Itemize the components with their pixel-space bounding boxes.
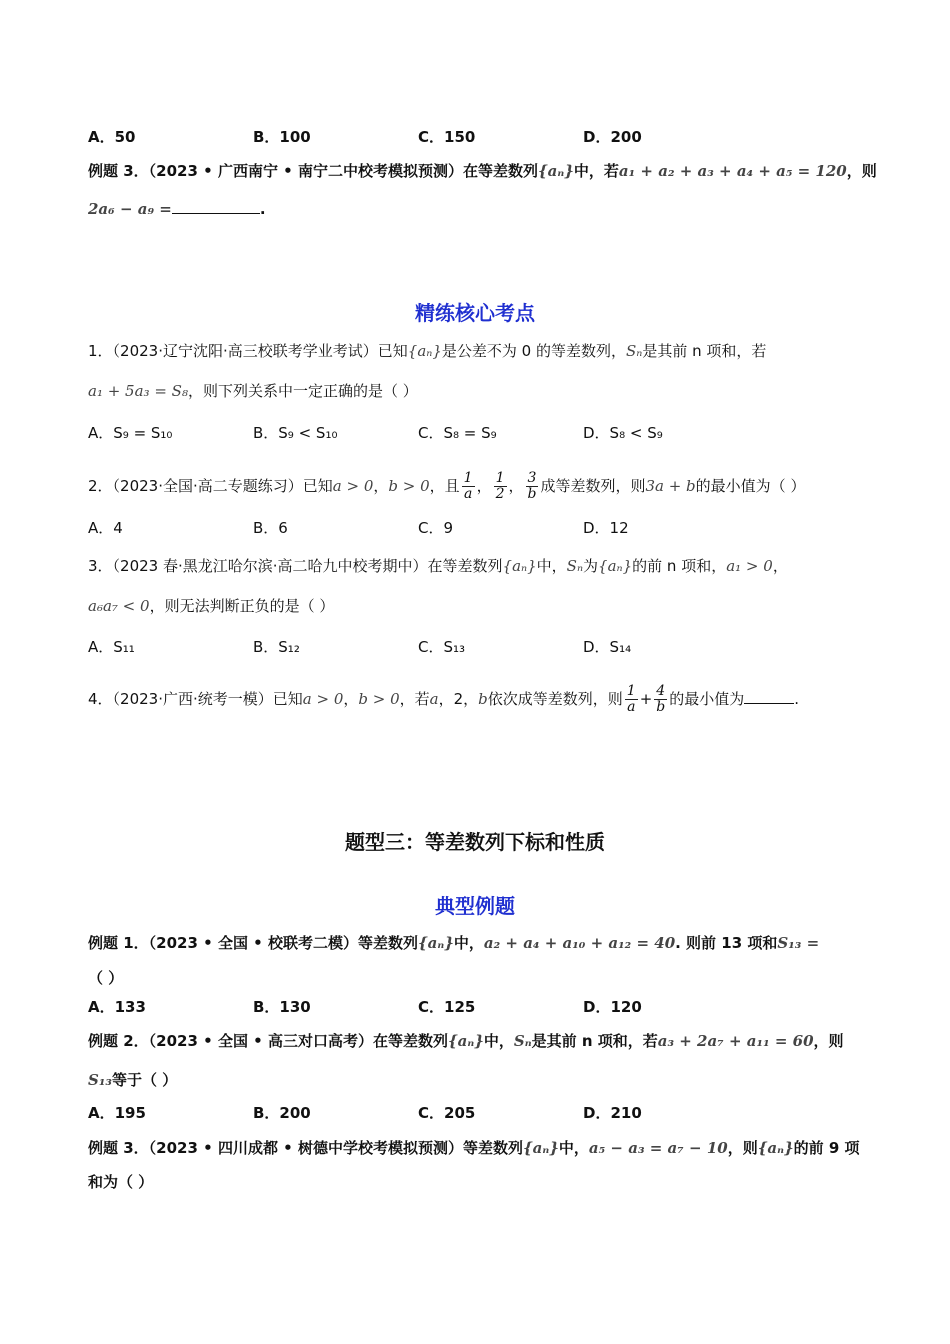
text: 等差数列 <box>463 1139 524 1157</box>
choice-a: A．133 <box>88 998 146 1016</box>
example-1-line-1 <box>88 931 870 955</box>
top-choices <box>88 125 868 149</box>
answer-parentheses: （ ） <box>88 969 124 987</box>
problem-source: （2023 春·黑龙江哈尔滨·高二哈九中校考期中） <box>112 557 428 575</box>
choice-c: C．9 <box>418 519 454 537</box>
problem-3-choices <box>88 635 868 659</box>
problem-1-choices <box>88 421 868 445</box>
text: 是其前 n 项和，若 <box>642 342 767 360</box>
sum-symbol: Sₙ <box>625 342 643 360</box>
condition-product: a₆a₇ < 0 <box>88 597 150 615</box>
sequence-symbol: {aₙ} <box>757 1139 794 1157</box>
text: 等差数列 <box>357 934 418 952</box>
choice-a: A．4 <box>88 519 123 537</box>
choice-b: B．S₉ < S₁₀ <box>253 424 338 442</box>
sequence-symbol: {aₙ} <box>538 162 574 180</box>
choice-d: D．200 <box>583 128 642 146</box>
text: 的最小值为 <box>669 690 745 708</box>
choice-c: C．S₈ = S₉ <box>418 424 497 442</box>
example-1-line-2 <box>88 966 870 990</box>
choice-d: D．120 <box>583 998 642 1016</box>
problem-4-line-1: 4．（2023·广西·统考一模）已知a > 0，b > 0，若a，2，b依次成等差数列，则 $\frac{1}{a}$ + $\frac{4}{b}$ 的最小值为 . <box>88 683 799 715</box>
choice-b: B．6 <box>253 519 288 537</box>
numerator: 3 <box>527 470 537 486</box>
variable-b: b <box>478 690 488 708</box>
text: 在等差数列 <box>463 162 539 180</box>
problem-1-line-1 <box>88 339 870 363</box>
expression: 3a + b <box>645 477 696 495</box>
text: 中， <box>453 934 484 952</box>
equation: a₅ − a₃ = a₇ − 10 <box>588 1139 728 1157</box>
text: 中， <box>536 557 567 575</box>
text: 已知 <box>377 342 408 360</box>
text: ，且 <box>429 477 460 495</box>
sequence-symbol: {aₙ} <box>502 557 537 575</box>
example-2-line-2 <box>88 1068 870 1092</box>
text: 已知 <box>302 477 333 495</box>
text: ，则下列关系中一定正确的是（ ） <box>187 382 418 400</box>
sum-symbol: S₁₃ <box>88 1071 112 1089</box>
choice-a: A．S₉ = S₁₀ <box>88 424 173 442</box>
text: 的前 n 项和， <box>632 557 727 575</box>
choice-d: D．S₈ < S₉ <box>583 424 663 442</box>
example-3-line-1 <box>88 159 877 183</box>
text: 和为（ ） <box>88 1173 154 1191</box>
text: ，则 <box>727 1139 758 1157</box>
answer-blank[interactable] <box>172 197 260 214</box>
condition-a1: a₁ > 0 <box>726 557 773 575</box>
text: 中，若 <box>573 162 619 180</box>
text: 成等差数列，则 <box>540 477 646 495</box>
numerator: 4 <box>656 683 666 699</box>
problem-2-choices <box>88 516 868 540</box>
example-label: 例题 2． <box>88 1032 149 1050</box>
example-2-line-1 <box>88 1029 870 1053</box>
example-label: 例题 3． <box>88 1139 149 1157</box>
variable-a: a <box>429 690 439 708</box>
answer-blank[interactable] <box>744 687 794 704</box>
fraction-4-over-b <box>654 684 667 715</box>
sum-symbol: S₁₃ = <box>777 934 820 952</box>
text: ，则无法判断正负的是（ ） <box>149 597 335 615</box>
choice-b: B．130 <box>253 998 311 1016</box>
text: . <box>259 200 266 218</box>
example-3b-line-2 <box>88 1170 870 1194</box>
choice-b: B．S₁₂ <box>253 638 300 656</box>
numerator: 1 <box>463 470 473 486</box>
sequence-symbol: {aₙ} <box>523 1139 559 1157</box>
choice-a: A．S₁₁ <box>88 638 135 656</box>
sequence-symbol: {aₙ} <box>598 557 633 575</box>
text: 等于（ ） <box>111 1071 178 1089</box>
example-1-choices <box>88 995 868 1019</box>
denominator: a <box>627 699 636 715</box>
text: 的前 9 项 <box>793 1139 860 1157</box>
problem-number: 2． <box>88 477 113 495</box>
numerator: 1 <box>626 683 636 699</box>
choice-d: D．210 <box>583 1104 642 1122</box>
example-3-line-2 <box>88 197 870 221</box>
choice-c: C．125 <box>418 998 476 1016</box>
denominator: 2 <box>495 486 505 502</box>
example-label: 例题 3． <box>88 162 149 180</box>
text: ，则 <box>846 162 877 180</box>
expression: 2a₆ − a₉ = <box>88 200 172 218</box>
equation: a₁ + a₂ + a₃ + a₄ + a₅ = 120 <box>618 162 847 180</box>
denominator: b <box>656 699 666 715</box>
problem-2-line-1: 2．（2023·全国·高二专题练习）已知a > 0，b > 0，且 $\frac{1}{a}$ ， $\frac{1}{2}$ ， $\frac{3}{b}$ 成等差数列，则3a + b的最小值为（ ） <box>88 470 806 502</box>
condition-a: a > 0 <box>332 477 374 495</box>
sequence-symbol: {aₙ} <box>448 1032 484 1050</box>
condition-a: a > 0 <box>302 690 344 708</box>
text: 在等差数列 <box>427 557 503 575</box>
section-title: 精练核心考点 <box>415 301 535 325</box>
text: 的最小值为（ ） <box>695 477 806 495</box>
text: 为 <box>583 557 599 575</box>
problem-number: 1． <box>88 342 113 360</box>
problem-3-line-2 <box>88 594 870 618</box>
text: . 则前 13 项和 <box>675 934 778 952</box>
equation: a₁ + 5a₃ = S₈ <box>88 382 188 400</box>
condition-b: b > 0 <box>358 690 400 708</box>
text: ，2， <box>438 690 479 708</box>
choice-c: C．150 <box>418 128 476 146</box>
choice-c: C．205 <box>418 1104 476 1122</box>
problem-source: （2023·辽宁沈阳·高三校联考学业考试） <box>112 342 378 360</box>
text: 是公差不为 0 的等差数列， <box>441 342 626 360</box>
example-source: （2023 • 广西南宁 • 南宁二中校考模拟预测） <box>148 162 463 180</box>
question-type-title: 题型三：等差数列下标和性质 <box>345 830 605 854</box>
text: 在等差数列 <box>373 1032 449 1050</box>
choice-b: B．200 <box>253 1104 311 1122</box>
choice-c: C．S₁₃ <box>418 638 466 656</box>
problem-source: （2023·全国·高二专题练习） <box>112 477 303 495</box>
fraction-1-over-a <box>625 684 638 715</box>
example-2-choices <box>88 1101 868 1125</box>
text: 中， <box>558 1139 589 1157</box>
choice-a: A．195 <box>88 1104 146 1122</box>
text: 依次成等差数列，则 <box>487 690 623 708</box>
choice-b: B．100 <box>253 128 311 146</box>
choice-d: D．12 <box>583 519 629 537</box>
text: 已知 <box>272 690 303 708</box>
text: ，则 <box>813 1032 844 1050</box>
problem-number: 3． <box>88 557 113 575</box>
fraction-1-over-2 <box>494 471 507 502</box>
problem-1-line-2 <box>88 379 870 403</box>
sequence-symbol: {aₙ} <box>407 342 442 360</box>
condition-b: b > 0 <box>388 477 430 495</box>
fraction-1-over-a <box>462 471 475 502</box>
choice-d: D．S₁₄ <box>583 638 632 656</box>
text: . <box>794 690 799 708</box>
denominator: b <box>527 486 537 502</box>
example-source: （2023 • 全国 • 校联考二模） <box>148 934 358 952</box>
sum-symbol: Sₙ <box>513 1032 532 1050</box>
choice-a: A．50 <box>88 128 136 146</box>
example-label: 例题 1． <box>88 934 149 952</box>
text: ，若 <box>399 690 430 708</box>
numerator: 1 <box>495 470 505 486</box>
denominator: a <box>463 486 473 502</box>
sequence-symbol: {aₙ} <box>418 934 454 952</box>
text: 是其前 n 项和，若 <box>531 1032 658 1050</box>
equation: a₃ + 2a₇ + a₁₁ = 60 <box>657 1032 814 1050</box>
problem-3-line-1: 3．（2023 春·黑龙江哈尔滨·高二哈九中校考期中）在等差数列{aₙ}中，Sₙ为{aₙ}的前 n 项和，a₁ > 0， <box>88 557 788 575</box>
problem-source: （2023·广西·统考一模） <box>112 690 273 708</box>
problem-number: 4． <box>88 690 113 708</box>
equation: a₂ + a₄ + a₁₀ + a₁₂ = 40 <box>483 934 676 952</box>
fraction-3-over-b <box>526 471 539 502</box>
example-3b-line-1 <box>88 1136 870 1160</box>
text: 中， <box>483 1032 514 1050</box>
example-source: （2023 • 四川成都 • 树德中学校考模拟预测） <box>148 1139 463 1157</box>
section-title: 典型例题 <box>435 894 515 918</box>
example-source: （2023 • 全国 • 高三对口高考） <box>148 1032 373 1050</box>
sum-symbol: Sₙ <box>566 557 584 575</box>
